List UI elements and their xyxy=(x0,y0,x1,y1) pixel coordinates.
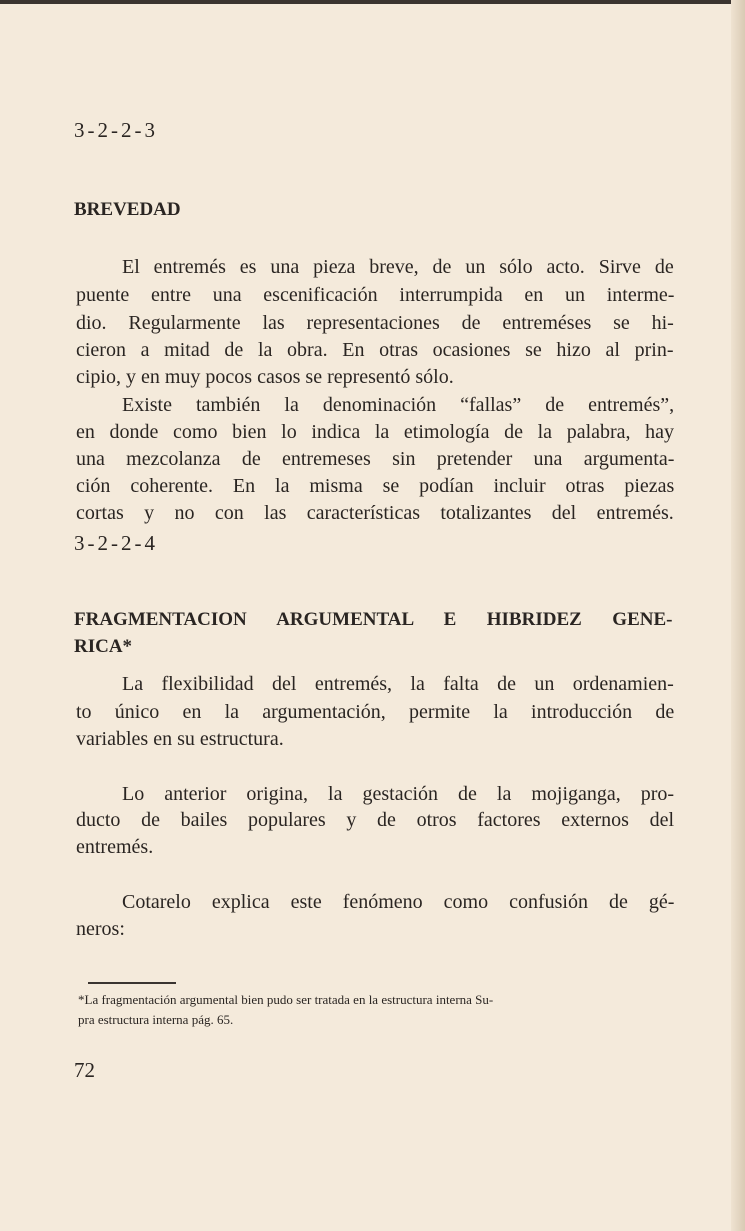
body-line: entremés. xyxy=(76,836,154,858)
body-line: to único en la argumentación, permite la introducción de xyxy=(76,701,675,723)
body-line: La flexibilidad del entremés, la falta de un ordenamien- xyxy=(122,673,674,695)
footnote-line: pra estructura interna pág. 65. xyxy=(78,1012,234,1027)
footnote-separator xyxy=(88,982,176,984)
body-line: en donde como bien lo indica la etimología de la palabra, hay xyxy=(76,421,675,443)
page-right-edge xyxy=(731,0,745,1231)
section-heading: BREVEDAD xyxy=(74,199,181,220)
page-number: 72 xyxy=(74,1058,95,1082)
body-line: Lo anterior origina, la gestación de la mojiganga, pro- xyxy=(122,783,675,805)
body-line: puente entre una escenificación interrumpida en un interme- xyxy=(76,284,675,306)
body-line: una mezcolanza de entremeses sin pretender una argumenta- xyxy=(76,448,675,470)
section-number: 3-2-2-3 xyxy=(74,118,158,142)
body-line: ducto de bailes populares y de otros factores externos del xyxy=(76,809,675,831)
page-top-edge xyxy=(0,0,745,4)
body-line: neros: xyxy=(76,918,125,940)
body-line: variables en su estructura. xyxy=(76,728,284,750)
body-line: cortas y no con las características totalizantes del entremés. xyxy=(76,502,674,524)
body-line: cieron a mitad de la obra. En otras ocasiones se hizo al prin- xyxy=(76,339,674,361)
body-line: ción coherente. En la misma se podían incluir otras piezas xyxy=(76,475,675,497)
section-heading: RICA* xyxy=(74,636,133,657)
body-line: Cotarelo explica este fenómeno como confusión de gé- xyxy=(122,891,675,913)
body-line: Existe también la denominación “fallas” de entremés”, xyxy=(122,394,675,416)
footnote-line: *La fragmentación argumental bien pudo ser tratada en la estructura interna Su- xyxy=(78,992,494,1007)
section-number: 3-2-2-4 xyxy=(74,531,158,555)
body-line: cipio, y en muy pocos casos se representó sólo. xyxy=(76,366,454,388)
body-line: El entremés es una pieza breve, de un sólo acto. Sirve de xyxy=(122,256,674,278)
section-heading: FRAGMENTACION ARGUMENTAL E HIBRIDEZ GENE- xyxy=(74,609,673,630)
body-line: dio. Regularmente las representaciones de entreméses se hi- xyxy=(76,312,674,334)
